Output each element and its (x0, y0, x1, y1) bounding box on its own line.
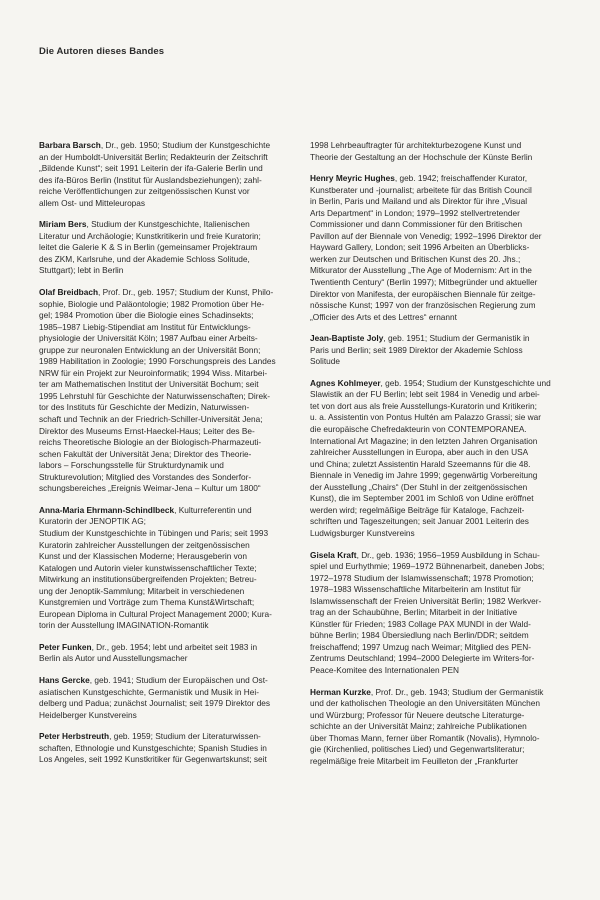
author-entry (39, 287, 289, 495)
author-entry (39, 731, 289, 766)
author-name: Herman Kurzke (310, 686, 371, 697)
author-entry (310, 333, 562, 368)
author-name: Barbara Barsch (39, 140, 101, 150)
author-name: Hans Gercke (39, 674, 90, 685)
author-bio: , geb. 1959; Studium der Literaturwissen- schaften, Ethnologie und Kunstgeschichte; Spanish Studies in Los Angeles, seit 1992 Kunstkritiker für Gegenwartskunst; seit (39, 731, 267, 765)
author-name: Miriam Bers (39, 219, 87, 230)
author-name: Olaf Breidbach (39, 287, 99, 298)
author-bio: , geb. 1954; Studium der Kunstgeschichte und Slawistik an der FU Berlin; lebt seit 1984 in Venedig und arbei- tet von dort aus als freie Ausstellungs-Kuratorin und Kritikerin; u. a. Assistentin von Pontus Hultén am Palazzo Grassi; sie war die europäische Chefredakteurin von CONTEMPORANEA. International Art Magazine; in den letzten Jahren Organisation zahlreicher Ausstellungen in Europa, aber auch in den USA und China; zuletzt Assistentin Harald Szeemanns für die 48. Biennale in Venedig im Jahre 1999; gegenwärtig Vorbereitung der Ausstellung „Chairs“ (Der Stuhl in der zeitgenössischen Kunst), die im September 2001 im Schloß von Udine eröffnet werden wird; regelmäßige Beiträge für Kataloge, Fachzeit- schriften und Tageszeitungen; seit Januar 2001 Leiterin des Ludwigsburger Kunstvereins (310, 377, 551, 538)
author-name: Gisela Kraft (310, 549, 357, 560)
author-name: Anna-Maria Ehrmann-Schindlbeck (39, 504, 175, 515)
author-bio: , Dr., geb. 1950; Studium der Kunstgeschichte an der Humboldt-Universität Berlin; Redakteurin der Zeitschrift „Bildende Kunst“; seit 1991 Leiterin der ifa-Galerie Berlin und des ifa-Büros Berlin (Institut für Auslandsbeziehungen); zahl- reiche Veröffentlichungen zur zeitgenössischen Kunst vor allem Ost- und Mitteleuropas (39, 140, 271, 208)
author-bio: , geb. 1951; Studium der Germanistik in Paris und Berlin; seit 1989 Direktor der Akademie Schloss Solitude (310, 333, 530, 367)
author-bio: , Prof. Dr., geb. 1943; Studium der Germanistik und der katholischen Theologie an den Universitäten München und Würzburg; Professor für Neuere deutsche Literaturge- schichte an der Universität Mainz; zahlreiche Publikationen über Thomas Mann, ferner über Romantik (Novalis), Hymnolo- gie (Kirchenlied, politisches Lied) und Gegenwartsliteratur; regelmäßige freie Mitarbeit im Feuilleton der „Frankfurter (310, 686, 544, 766)
author-entry (310, 687, 562, 768)
author-entry (39, 140, 289, 209)
author-name: Peter Funken (39, 641, 92, 652)
author-entry (310, 378, 562, 540)
author-entry (39, 675, 289, 721)
author-bio: , Studium der Kunstgeschichte, Italienischen Literatur und Archäologie; Kunstkritikerin und freie Kuratorin; leitet die Galerie K & S in Berlin (gemeinsamer Projektraum des ZKM, Karlsruhe, und der Akademie Schloss Solitude, Stuttgart); lebt in Berlin (39, 219, 261, 276)
author-entry (39, 642, 289, 665)
author-name: Henry Meyric Hughes (310, 173, 395, 184)
author-entry (39, 505, 289, 632)
author-bio: , geb. 1942; freischaffender Kurator, Kunstberater und -journalist; arbeitete für das British Council in Berlin, Paris und Mailand und als Direktor für ihre „Visual Arts Department“ in London; 1979–1992 stellvertretender Commissioner und dann Commissioner für den Britischen Pavillon auf der Biennale von Venedig; 1992–1996 Direktor der Hayward Gallery, London; seit 1996 Arbeiten an Überblicks- werken zur Deutschen und Britischen Kunst des 20. Jhs.; Mitkurator der Ausstellung „The Age of Modernism: Art in the Twentienth Century“ (Berlin 1997); Mitbegründer und aktueller Direktor von Manifesta, der europäischen Biennale für zeitge- nössische Kunst; 1997 von der französischen Regierung zum „Officier des Arts et des Lettres“ ernannt (310, 173, 542, 322)
author-entry (39, 219, 289, 277)
page-heading: Die Autoren dieses Bandes (39, 46, 165, 57)
author-entry (310, 550, 562, 677)
author-name: Peter Herbstreuth (39, 731, 110, 742)
author-name: Jean-Baptiste Joly (310, 333, 384, 344)
author-bio: , Prof. Dr., geb. 1957; Studium der Kunst, Philo- sophie, Biologie und Paläontologie; 1982 Promotion über He- gel; 1984 Promotion über die Biologie eines Schadinsekts; 1985–1987 Liebig-Stipendiat am Institut für Entwicklungs- physiologie der Universität Köln; 1987 Aufbau einer Arbeits- gruppe zur neuronalen Entwicklung an der Universität Bonn; 1989 Habilitation in Zoologie; 1990 Forschungspreis des Landes NRW für ein Projekt zur Neuroinformatik; 1994 Wiss. Mitarbei- ter am Mathematischen Institut der Universität Bochum; seit 1995 Lehrstuhl für Geschichte der Naturwissenschaften; Direk- tor des Instituts für Geschichte der Medizin, Naturwissen- schaft und Technik an der Friedrich-Schiller-Universität Jena; Direktor des Museums Ernst-Haeckel-Haus; Leiter des Be- reichs Theoretische Biologie an der Biologisch-Pharmazeuti- schen Fakultät der Universität Jena; Direktor des Theorie- labors – Forschungsstelle für Strukturdynamik und Strukturevolution; Mitglied des Vorstandes des Sonderfor- schungsbereiches „Ereignis Weimar-Jena – Kultur um 1800“ (39, 287, 276, 494)
author-bio: , Dr., geb. 1954; lebt und arbeitet seit 1983 in Berlin als Autor und Ausstellungsmacher (39, 641, 258, 664)
author-bio: , Dr., geb. 1936; 1956–1959 Ausbildung in Schau- spiel und Eurhythmie; 1969–1972 Bühnenarbeit, daneben Jobs; 1972–1978 Studium der Islamwissenschaft; 1978 Promotion; 1978–1983 Wissenschaftliche Mitarbeiterin am Institut für Islamwissenschaft der Freien Universität Berlin; 1982 Werkver- trag an der Schaubühne, Berlin; Mitarbeit in der Initiative Künstler für Frieden; 1983 Collage PAX MUNDI in der Wald- bühne Berlin; 1984 Übersiedlung nach Berlin/DDR; seitdem freischaffend; 1997 Umzug nach Weimar; Mitglied des PEN- Zentrums Deutschland; 1994–2000 Delegierte im Writers-for- Peace-Komitee des Internationalen PEN (310, 549, 545, 675)
author-entry (310, 173, 562, 323)
left-column (39, 140, 289, 776)
author-bio: , geb. 1941; Studium der Europäischen und Ost- asiatischen Kunstgeschichte, Germanistik und Musik in Hei- delberg und Padua; zunächst Journalist; seit 1979 Direktor des Heidelberger Kunstvereins (39, 674, 271, 720)
right-column (310, 140, 562, 777)
author-name: Agnes Kohlmeyer (310, 377, 381, 388)
author-bio: , Kulturreferentin und Kuratorin der JENOPTIK AG; Studium der Kunstgeschichte in Tübingen und Paris; seit 1993 Kuratorin zahlreicher Ausstellungen der zeitgenössischen Kunst und der Klassischen Moderne; Herausgeberin von Katalogen und Autorin vieler kunstwissenschaftlicher Texte; Mitwirkung an institutionsübergreifenden Projekten; Betreu- ung der Jenoptik-Sammlung; Mitarbeit in verschiedenen Kunstgremien und Vorträge zum Thema Kunst&Wirtschaft; European Diploma in Cultural Project Management 2000; Kura- torin der Ausstellung IMAGINATION-Romantik (39, 504, 272, 631)
continued-bio-text: 1998 Lehrbeauftragter für architekturbezogene Kunst und Theorie der Gestaltung an der Hochschule der Künste Berlin (310, 140, 533, 162)
